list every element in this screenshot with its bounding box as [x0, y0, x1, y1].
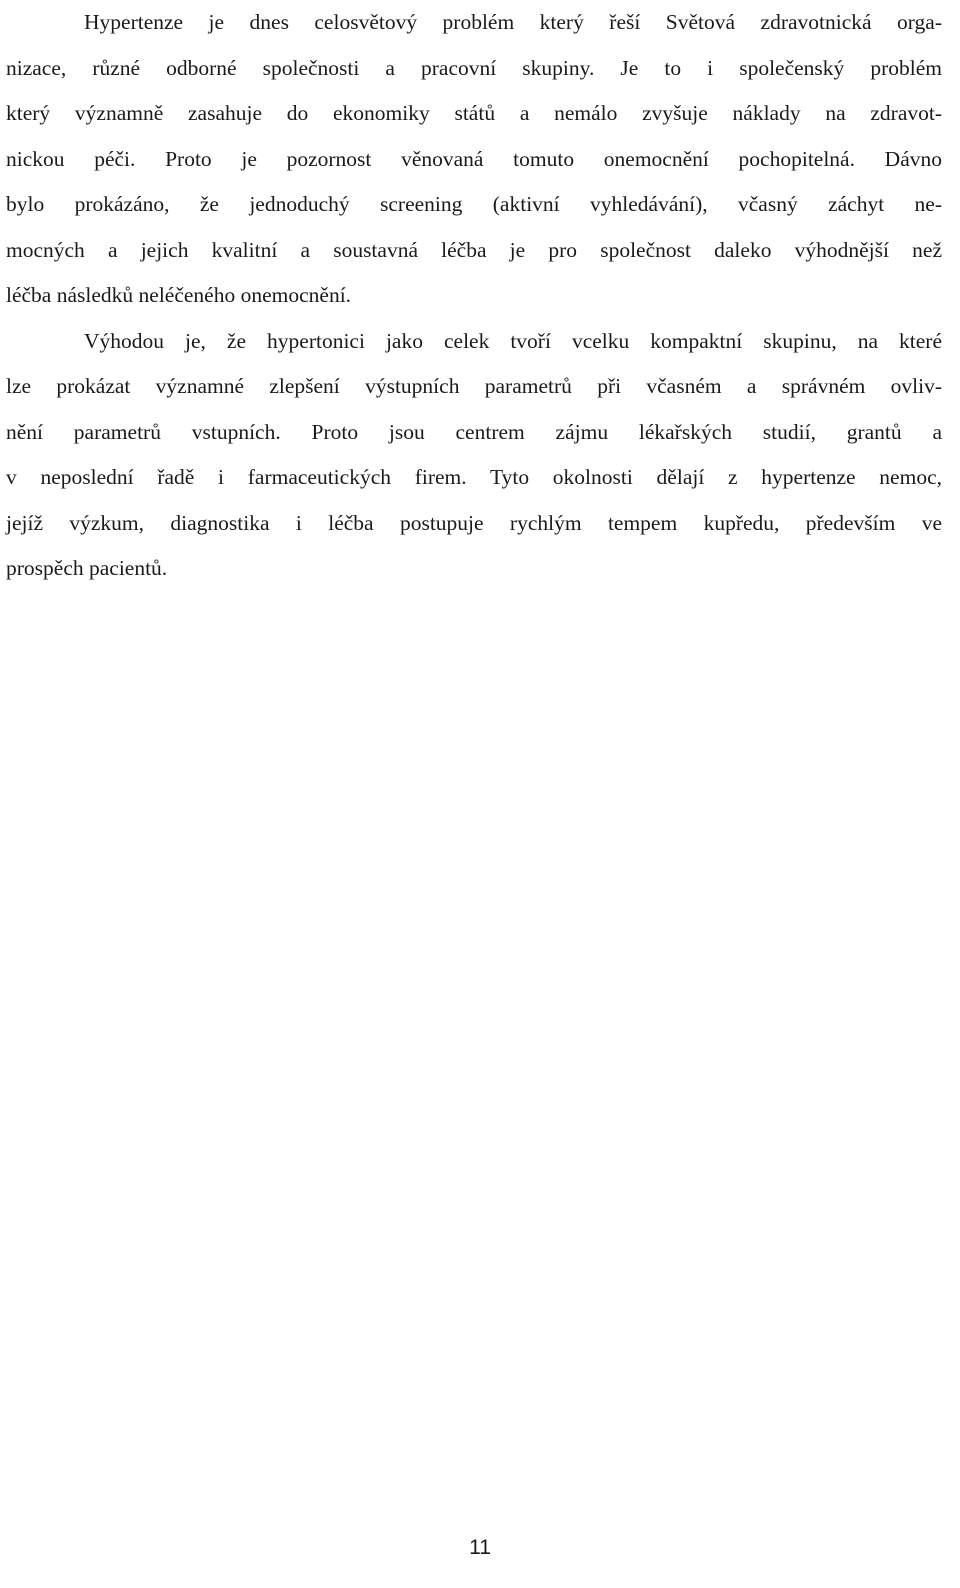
text-line: nizace, různé odborné společnosti a pracovní skupiny. Je to i společenský problém [6, 55, 942, 80]
paragraph-hypertonic-advantage [6, 319, 942, 592]
text-line: nění parametrů vstupních. Proto jsou centrem zájmu lékařských studií, grantů a [6, 419, 942, 444]
text-line: bylo prokázáno, že jednoduchý screening (aktivní vyhledávání), včasný záchyt ne- [6, 192, 942, 216]
text-line: prospěch pacientů. [6, 556, 168, 580]
text-line: Hypertenze je dnes celosvětový problém který řeší Světová zdravotnická orga- [84, 10, 942, 34]
text-line: nickou péči. Proto je pozornost věnovaná tomuto onemocnění pochopitelná. Dávno [6, 146, 942, 171]
text-line: léčba následků neléčeného onemocnění. [6, 283, 352, 307]
text-line: který významně zasahuje do ekonomiky států a nemálo zvyšuje náklady na zdravot- [6, 101, 942, 125]
paragraph-hypertension-problem [6, 0, 942, 319]
text-line: mocných a jejich kvalitní a soustavná léčba je pro společnost daleko výhodnější než [6, 237, 942, 262]
text-line: v neposlední řadě i farmaceutických firem. Tyto okolnosti dělají z hypertenze nemoc, [6, 465, 942, 489]
document-page [6, 0, 942, 592]
text-line: Výhodou je, že hypertonici jako celek tvoří vcelku kompaktní skupinu, na které [84, 328, 942, 353]
text-line: lze prokázat významné zlepšení výstupních parametrů při včasném a správném ovliv- [6, 374, 942, 398]
page-number: 11 [469, 1536, 491, 1559]
text-line: jejíž výzkum, diagnostika i léčba postupuje rychlým tempem kupředu, především ve [6, 510, 942, 535]
